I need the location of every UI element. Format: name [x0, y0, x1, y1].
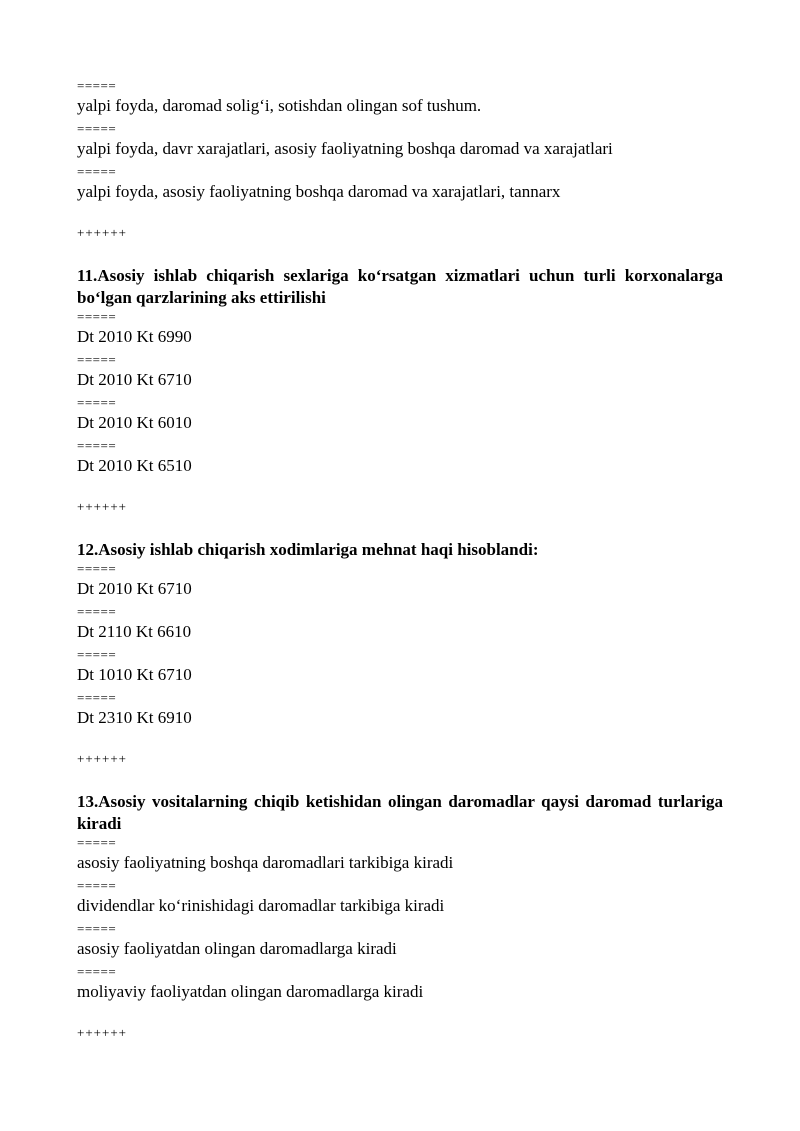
separator: =====: [77, 164, 117, 179]
separator: =====: [77, 561, 117, 576]
answer-option: asosiy faoliyatning boshqa daromadlari tarkibiga kiradi: [77, 853, 454, 872]
answer-option: asosiy faoliyatdan olingan daromadlarga kiradi: [77, 939, 397, 958]
separator: =====: [77, 78, 117, 93]
answer-option: Dt 2010 Kt 6990: [77, 327, 192, 346]
separator: =====: [77, 835, 117, 850]
question-number: 11.: [77, 266, 98, 285]
question-body: Asosiy ishlab chiqarish sexlariga ko‘rsatgan xizmatlari uchun turli korxonalarga bo‘lgan qarzlarining aks ettirilishi: [77, 266, 723, 307]
answer-option: moliyaviy faoliyatdan olingan daromadlarga kiradi: [77, 982, 424, 1001]
end-marker: ++++++: [77, 1025, 127, 1040]
answer-option: Dt 2010 Kt 6710: [77, 579, 192, 598]
question-body: Asosiy ishlab chiqarish xodimlariga mehnat haqi hisoblandi:: [98, 540, 539, 559]
answer-option: Dt 2310 Kt 6910: [77, 708, 192, 727]
question-block-11: [77, 265, 723, 515]
separator: =====: [77, 964, 117, 979]
question-text: [77, 539, 723, 561]
separator: =====: [77, 690, 117, 705]
separator: =====: [77, 647, 117, 662]
separator: =====: [77, 604, 117, 619]
separator: =====: [77, 438, 117, 453]
separator: =====: [77, 921, 117, 936]
separator: =====: [77, 309, 117, 324]
intro-block: [77, 78, 723, 241]
end-marker: ++++++: [77, 751, 127, 766]
question-number: 13.: [77, 792, 99, 811]
end-marker: ++++++: [77, 225, 127, 240]
separator: =====: [77, 352, 117, 367]
answer-option: Dt 2010 Kt 6010: [77, 413, 192, 432]
answer-option: Dt 2010 Kt 6510: [77, 456, 192, 475]
separator: =====: [77, 121, 117, 136]
answer-option: yalpi foyda, davr xarajatlari, asosiy faoliyatning boshqa daromad va xarajatlari: [77, 139, 613, 158]
answer-option: Dt 1010 Kt 6710: [77, 665, 192, 684]
question-block-13: [77, 791, 723, 1041]
question-text: [77, 791, 723, 835]
end-marker: ++++++: [77, 499, 127, 514]
question-block-12: [77, 539, 723, 767]
separator: =====: [77, 395, 117, 410]
separator: =====: [77, 878, 117, 893]
question-body: Asosiy vositalarning chiqib ketishidan olingan daromadlar qaysi daromad turlariga kiradi: [77, 792, 723, 833]
question-number: 12.: [77, 540, 99, 559]
document-page: [77, 78, 723, 1041]
question-text: [77, 265, 723, 309]
answer-option: Dt 2110 Kt 6610: [77, 622, 192, 641]
answer-option: yalpi foyda, daromad solig‘i, sotishdan olingan sof tushum.: [77, 96, 482, 115]
answer-option: dividendlar ko‘rinishidagi daromadlar tarkibiga kiradi: [77, 896, 445, 915]
answer-option: yalpi foyda, asosiy faoliyatning boshqa daromad va xarajatlari, tannarx: [77, 182, 561, 201]
answer-option: Dt 2010 Kt 6710: [77, 370, 192, 389]
